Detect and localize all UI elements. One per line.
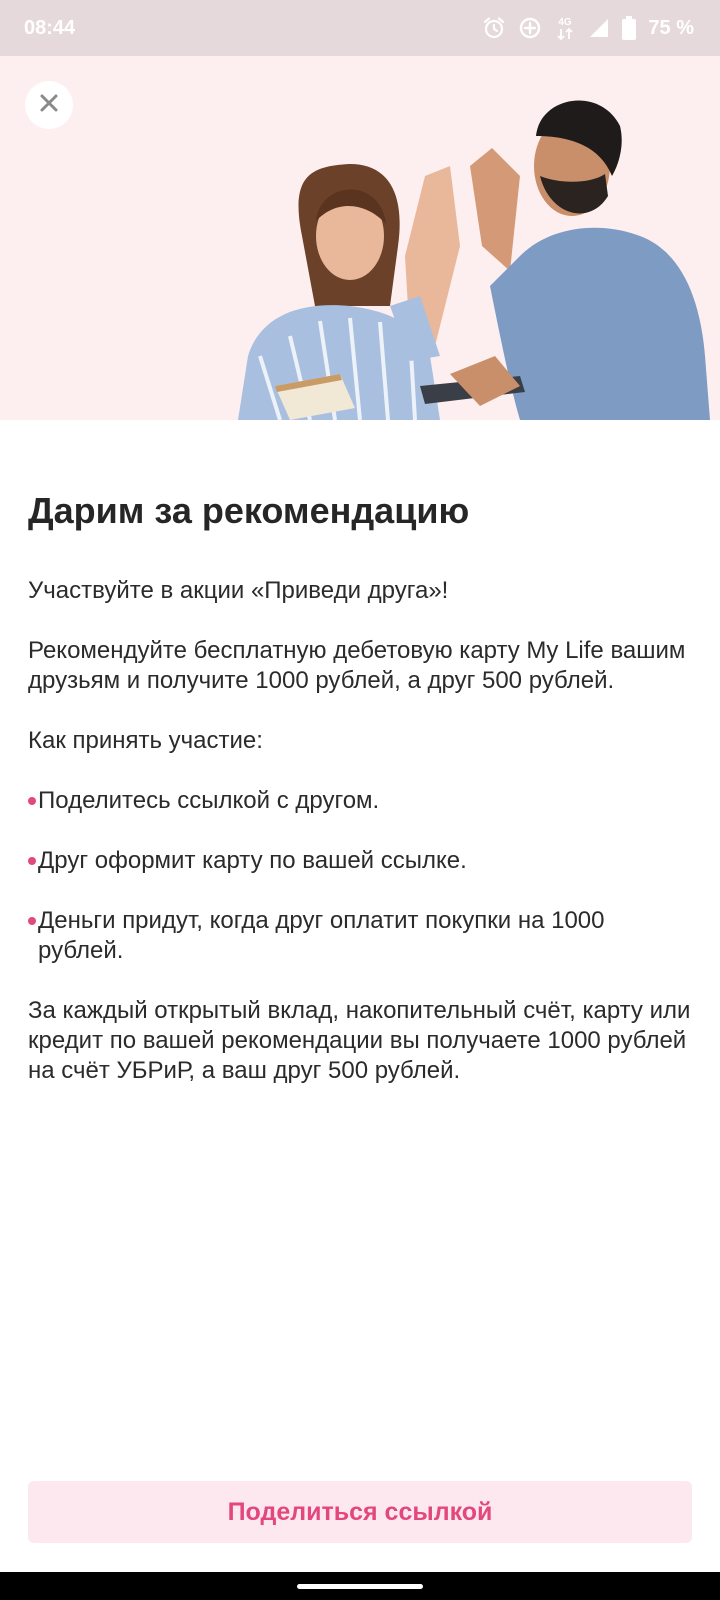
home-indicator[interactable] [297, 1584, 423, 1589]
step-text: Поделитесь ссылкой с другом. [38, 787, 380, 814]
step-text: Деньги придут, когда друг оплатит покупки на 1000 рублей. [38, 907, 605, 964]
man-figure [420, 101, 710, 420]
data-saver-icon [518, 16, 542, 40]
status-bar [0, 0, 720, 56]
hero-banner [0, 56, 720, 420]
close-icon [39, 93, 59, 118]
close-button[interactable] [25, 81, 73, 129]
system-nav-bar [0, 1572, 720, 1600]
intro-text: Участвуйте в акции «Приведи друга»! [28, 577, 449, 604]
page-title: Дарим за рекомендацию [28, 490, 470, 531]
battery-percent: 75 % [648, 16, 694, 39]
main-content [28, 490, 692, 1116]
bullet-dot-icon [28, 857, 36, 865]
how-to-heading: Как принять участие: [28, 727, 263, 754]
list-item [28, 786, 692, 816]
list-item [28, 846, 692, 876]
status-time: 08:44 [24, 16, 76, 39]
step-text: Друг оформит карту по вашей ссылке. [38, 847, 467, 874]
network-4g-icon [554, 15, 576, 41]
share-link-button[interactable]: Поделиться ссылкой [28, 1481, 692, 1543]
description-text: Рекомендуйте бесплатную дебетовую карту My Life вашим друзьям и получите 1000 рублей, а друг 500 рублей. [28, 637, 686, 694]
bullet-dot-icon [28, 797, 36, 805]
list-item [28, 906, 692, 966]
network-type-label: 4G [558, 17, 573, 28]
alarm-icon [482, 16, 506, 40]
footer-note: За каждый открытый вклад, накопительный счёт, карту или кредит по вашей рекомендации вы получаете 1000 рублей на счёт УБРиР, а ваш друг 500 рублей. [28, 997, 691, 1084]
bullet-dot-icon [28, 917, 36, 925]
hero-illustration [220, 56, 720, 420]
woman-figure [238, 164, 460, 420]
signal-icon [588, 17, 610, 39]
status-icons [482, 15, 694, 41]
battery-icon [622, 16, 636, 40]
